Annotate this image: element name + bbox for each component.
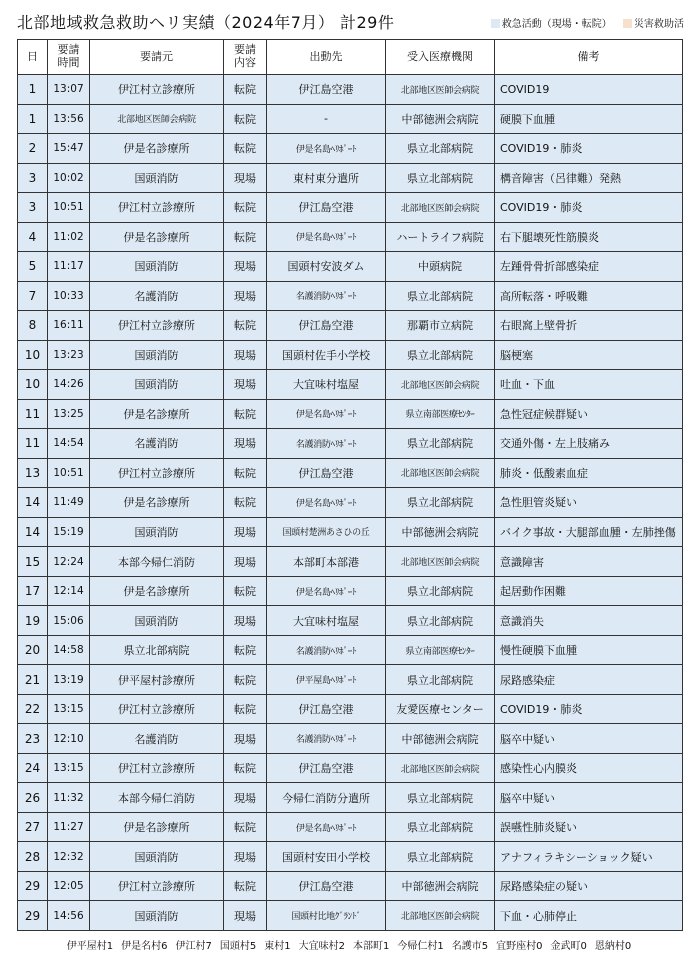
cell-content: 転院 <box>224 311 267 341</box>
cell-content: 現場 <box>224 724 267 754</box>
cell-content: 転院 <box>224 753 267 783</box>
cell-notes: 起居動作困難 <box>495 576 683 606</box>
cell-content: 現場 <box>224 252 267 282</box>
cell-requester: 国頭消防 <box>90 340 224 370</box>
cell-content: 転院 <box>224 193 267 223</box>
cell-content: 転院 <box>224 104 267 134</box>
cell-day: 7 <box>18 281 48 311</box>
cell-time: 14:26 <box>48 370 90 400</box>
cell-notes: 急性胆管炎疑い <box>495 488 683 518</box>
legend-swatch <box>623 19 632 28</box>
cell-requester: 名護消防 <box>90 429 224 459</box>
cell-day: 22 <box>18 694 48 724</box>
cell-notes: アナフィラキシーショック疑い <box>495 842 683 872</box>
cell-hospital: 北部地区医師会病院 <box>386 458 495 488</box>
cell-content: 現場 <box>224 547 267 577</box>
cell-notes: 脳卒中疑い <box>495 783 683 813</box>
cell-hospital: 那覇市立病院 <box>386 311 495 341</box>
cell-content: 転院 <box>224 458 267 488</box>
cell-notes: 下血・心肺停止 <box>495 901 683 931</box>
cell-notes: 硬膜下血腫 <box>495 104 683 134</box>
cell-notes: バイク事故・大腿部血腫・左肺挫傷 <box>495 517 683 547</box>
cell-hospital: 県立北部病院 <box>386 606 495 636</box>
table-row <box>18 576 683 606</box>
cell-time: 11:17 <box>48 252 90 282</box>
header-notes: 備考 <box>495 40 683 75</box>
cell-destination: 伊江島空港 <box>267 753 386 783</box>
cell-destination: 名護消防ﾍﾘﾎﾟｰﾄ <box>267 429 386 459</box>
cell-content: 現場 <box>224 783 267 813</box>
cell-day: 11 <box>18 399 48 429</box>
cell-destination: 伊江島空港 <box>267 311 386 341</box>
municipality-count: 宜野座村0 <box>496 941 543 952</box>
cell-notes: 誤嚥性肺炎疑い <box>495 812 683 842</box>
cell-content: 現場 <box>224 340 267 370</box>
cell-hospital: 北部地区医師会病院 <box>386 753 495 783</box>
header-row <box>18 40 683 75</box>
cell-content: 転院 <box>224 134 267 164</box>
cell-content: 現場 <box>224 606 267 636</box>
table-row <box>18 429 683 459</box>
table-row <box>18 222 683 252</box>
header-time: 要請 時間 <box>48 40 90 75</box>
municipality-count: 今帰仁村1 <box>397 941 444 952</box>
cell-time: 13:15 <box>48 694 90 724</box>
cell-day: 3 <box>18 163 48 193</box>
cell-content: 現場 <box>224 429 267 459</box>
legend-item-emergency <box>491 19 612 30</box>
cell-destination: 伊是名島ﾍﾘﾎﾟｰﾄ <box>267 488 386 518</box>
header-hospital: 受入医療機関 <box>386 40 495 75</box>
cell-requester: 伊是名診療所 <box>90 812 224 842</box>
cell-time: 10:51 <box>48 193 90 223</box>
cell-day: 20 <box>18 635 48 665</box>
municipality-count: 名護市5 <box>451 941 489 952</box>
legend-label: 救急活動（現場・転院） <box>501 19 612 30</box>
table-row <box>18 134 683 164</box>
cell-time: 14:54 <box>48 429 90 459</box>
cell-content: 転院 <box>224 665 267 695</box>
cell-requester: 伊江村立診療所 <box>90 694 224 724</box>
cell-hospital: 県立北部病院 <box>386 812 495 842</box>
cell-destination: 国頭村比地ｸﾞﾗﾝﾄﾞ <box>267 901 386 931</box>
cell-hospital: 県立北部病院 <box>386 163 495 193</box>
table-row <box>18 252 683 282</box>
cell-time: 13:07 <box>48 75 90 105</box>
table-row <box>18 812 683 842</box>
cell-destination: 大宜味村塩屋 <box>267 370 386 400</box>
cell-requester: 国頭消防 <box>90 842 224 872</box>
cell-requester: 伊是名診療所 <box>90 222 224 252</box>
cell-day: 26 <box>18 783 48 813</box>
cell-notes: 感染性心内膜炎 <box>495 753 683 783</box>
cell-destination: 名護消防ﾍﾘﾎﾟｰﾄ <box>267 635 386 665</box>
cell-requester: 伊江村立診療所 <box>90 871 224 901</box>
cell-hospital: 県立北部病院 <box>386 134 495 164</box>
cell-requester: 伊是名診療所 <box>90 134 224 164</box>
cell-time: 16:11 <box>48 311 90 341</box>
cell-requester: 伊江村立診療所 <box>90 311 224 341</box>
cell-hospital: 県立北部病院 <box>386 665 495 695</box>
cell-hospital: 中頭病院 <box>386 252 495 282</box>
cell-day: 4 <box>18 222 48 252</box>
cell-content: 転院 <box>224 222 267 252</box>
cell-hospital: 県立北部病院 <box>386 842 495 872</box>
cell-day: 14 <box>18 517 48 547</box>
cell-notes: COVID19・肺炎 <box>495 134 683 164</box>
header-content: 要請 内容 <box>224 40 267 75</box>
cell-notes: 尿路感染症 <box>495 665 683 695</box>
cell-requester: 伊江村立診療所 <box>90 753 224 783</box>
cell-requester: 国頭消防 <box>90 252 224 282</box>
cell-day: 14 <box>18 488 48 518</box>
cell-destination: 東村東分遣所 <box>267 163 386 193</box>
cell-notes: COVID19 <box>495 75 683 105</box>
cell-hospital: 県立北部病院 <box>386 576 495 606</box>
cell-time: 15:06 <box>48 606 90 636</box>
municipality-count: 国頭村5 <box>219 941 257 952</box>
cell-requester: 伊是名診療所 <box>90 488 224 518</box>
cell-time: 13:15 <box>48 753 90 783</box>
cell-requester: 本部今帰仁消防 <box>90 783 224 813</box>
cell-notes: 意識消失 <box>495 606 683 636</box>
cell-hospital: ハートライフ病院 <box>386 222 495 252</box>
cell-day: 15 <box>18 547 48 577</box>
cell-day: 24 <box>18 753 48 783</box>
municipality-count: 伊江村7 <box>175 941 212 952</box>
cell-time: 13:56 <box>48 104 90 134</box>
cell-notes: 右下腿壊死性筋膜炎 <box>495 222 683 252</box>
cell-destination: 伊江島空港 <box>267 75 386 105</box>
cell-destination: 今帰仁消防分遣所 <box>267 783 386 813</box>
cell-destination: 伊是名島ﾍﾘﾎﾟｰﾄ <box>267 812 386 842</box>
table-row <box>18 635 683 665</box>
legend-item-disaster <box>623 19 684 30</box>
table-row <box>18 547 683 577</box>
table-row <box>18 724 683 754</box>
cell-requester: 県立北部病院 <box>90 635 224 665</box>
table-row <box>18 340 683 370</box>
table-body <box>18 75 683 931</box>
cell-notes: 交通外傷・左上肢痛み <box>495 429 683 459</box>
cell-notes: 左踵骨骨折部感染症 <box>495 252 683 282</box>
cell-time: 10:51 <box>48 458 90 488</box>
cell-day: 28 <box>18 842 48 872</box>
table-row <box>18 311 683 341</box>
municipality-count: 本部町1 <box>353 941 390 952</box>
cell-notes: 吐血・下血 <box>495 370 683 400</box>
cell-content: 現場 <box>224 901 267 931</box>
cell-day: 27 <box>18 812 48 842</box>
cell-hospital: 中部徳洲会病院 <box>386 724 495 754</box>
cell-day: 11 <box>18 429 48 459</box>
cell-hospital: 北部地区医師会病院 <box>386 901 495 931</box>
cell-time: 13:23 <box>48 340 90 370</box>
cell-time: 15:47 <box>48 134 90 164</box>
cell-day: 5 <box>18 252 48 282</box>
cell-day: 29 <box>18 901 48 931</box>
header-requester: 要請元 <box>90 40 224 75</box>
cell-requester: 名護消防 <box>90 281 224 311</box>
cell-destination: 伊江島空港 <box>267 193 386 223</box>
cell-requester: 国頭消防 <box>90 370 224 400</box>
cell-hospital: 中部徳洲会病院 <box>386 871 495 901</box>
table-row <box>18 901 683 931</box>
cell-requester: 国頭消防 <box>90 517 224 547</box>
municipality-count: 大宜味村2 <box>298 941 345 952</box>
cell-notes: 脳卒中疑い <box>495 724 683 754</box>
cell-destination: 国頭村佐手小学校 <box>267 340 386 370</box>
header-destination: 出動先 <box>267 40 386 75</box>
cell-notes: 慢性硬膜下血腫 <box>495 635 683 665</box>
cell-requester: 伊江村立診療所 <box>90 458 224 488</box>
table-row <box>18 193 683 223</box>
cell-day: 29 <box>18 871 48 901</box>
cell-time: 14:56 <box>48 901 90 931</box>
cell-content: 転院 <box>224 812 267 842</box>
table-row <box>18 458 683 488</box>
cell-content: 転院 <box>224 635 267 665</box>
cell-notes: 右眼窩上壁骨折 <box>495 311 683 341</box>
cell-notes: COVID19・肺炎 <box>495 193 683 223</box>
cell-time: 12:24 <box>48 547 90 577</box>
cell-time: 12:14 <box>48 576 90 606</box>
cell-hospital: 中部徳洲会病院 <box>386 517 495 547</box>
cell-hospital: 県立南部医療ｾﾝﾀｰ <box>386 399 495 429</box>
table-row <box>18 871 683 901</box>
cell-hospital: 中部徳洲会病院 <box>386 104 495 134</box>
municipality-count: 東村1 <box>264 941 291 952</box>
cell-hospital: 県立北部病院 <box>386 783 495 813</box>
cell-day: 19 <box>18 606 48 636</box>
cell-content: 現場 <box>224 281 267 311</box>
cell-destination: 国頭村楚洲あさひの丘 <box>267 517 386 547</box>
table-row <box>18 370 683 400</box>
municipality-count: 恩納村0 <box>594 941 632 952</box>
cell-destination: 伊是名島ﾍﾘﾎﾟｰﾄ <box>267 399 386 429</box>
table-row <box>18 517 683 547</box>
cell-hospital: 県立南部医療ｾﾝﾀｰ <box>386 635 495 665</box>
cell-day: 1 <box>18 75 48 105</box>
cell-destination: 本部町本部港 <box>267 547 386 577</box>
cell-destination: 名護消防ﾍﾘﾎﾟｰﾄ <box>267 281 386 311</box>
municipality-count: 伊平屋村1 <box>66 941 114 952</box>
cell-hospital: 北部地区医師会病院 <box>386 547 495 577</box>
cell-requester: 国頭消防 <box>90 163 224 193</box>
cell-day: 8 <box>18 311 48 341</box>
cell-day: 13 <box>18 458 48 488</box>
legend <box>483 15 684 30</box>
cell-requester: 名護消防 <box>90 724 224 754</box>
cell-hospital: 北部地区医師会病院 <box>386 370 495 400</box>
cell-destination: - <box>267 104 386 134</box>
table-row <box>18 488 683 518</box>
cell-hospital: 県立北部病院 <box>386 488 495 518</box>
municipality-count: 伊是名村6 <box>121 941 168 952</box>
cell-destination: 伊是名島ﾍﾘﾎﾟｰﾄ <box>267 576 386 606</box>
table-row <box>18 606 683 636</box>
cell-hospital: 北部地区医師会病院 <box>386 193 495 223</box>
cell-time: 10:02 <box>48 163 90 193</box>
table-row <box>18 399 683 429</box>
table-row <box>18 842 683 872</box>
cell-day: 1 <box>18 104 48 134</box>
page-title: 北部地域救急救助ヘリ実績（2024年7月） 計29件 <box>17 13 395 32</box>
cell-content: 転院 <box>224 871 267 901</box>
cell-content: 転院 <box>224 694 267 724</box>
cell-destination: 伊平屋島ﾍﾘﾎﾟｰﾄ <box>267 665 386 695</box>
cell-requester: 国頭消防 <box>90 606 224 636</box>
cell-time: 11:02 <box>48 222 90 252</box>
header-day: 日 <box>18 40 48 75</box>
cell-requester: 国頭消防 <box>90 901 224 931</box>
cell-time: 13:25 <box>48 399 90 429</box>
table-row <box>18 694 683 724</box>
cell-requester: 伊平屋村診療所 <box>90 665 224 695</box>
cell-requester: 伊是名診療所 <box>90 576 224 606</box>
cell-hospital: 北部地区医師会病院 <box>386 75 495 105</box>
cell-notes: COVID19・肺炎 <box>495 694 683 724</box>
table-row <box>18 753 683 783</box>
cell-content: 現場 <box>224 842 267 872</box>
cell-hospital: 友愛医療センター <box>386 694 495 724</box>
cell-hospital: 県立北部病院 <box>386 340 495 370</box>
cell-day: 3 <box>18 193 48 223</box>
cell-notes: 意識障害 <box>495 547 683 577</box>
cell-notes: 高所転落・呼吸難 <box>495 281 683 311</box>
cell-time: 11:27 <box>48 812 90 842</box>
table-row <box>18 281 683 311</box>
cell-notes: 尿路感染症の疑い <box>495 871 683 901</box>
cell-destination: 伊江島空港 <box>267 871 386 901</box>
cell-hospital: 県立北部病院 <box>386 429 495 459</box>
cell-time: 12:05 <box>48 871 90 901</box>
cell-time: 13:19 <box>48 665 90 695</box>
cell-content: 転院 <box>224 488 267 518</box>
cell-destination: 国頭村安波ダム <box>267 252 386 282</box>
cell-notes: 肺炎・低酸素血症 <box>495 458 683 488</box>
cell-destination: 伊是名島ﾍﾘﾎﾟｰﾄ <box>267 134 386 164</box>
cell-content: 現場 <box>224 163 267 193</box>
cell-destination: 伊是名島ﾍﾘﾎﾟｰﾄ <box>267 222 386 252</box>
cell-time: 15:19 <box>48 517 90 547</box>
table-row <box>18 75 683 105</box>
cell-time: 12:32 <box>48 842 90 872</box>
cell-requester: 北部地区医師会病院 <box>90 104 224 134</box>
legend-swatch <box>491 19 500 28</box>
cell-notes: 構音障害（呂律難）発熱 <box>495 163 683 193</box>
cell-destination: 名護消防ﾍﾘﾎﾟｰﾄ <box>267 724 386 754</box>
cell-time: 11:32 <box>48 783 90 813</box>
table-row <box>18 665 683 695</box>
cell-destination: 伊江島空港 <box>267 694 386 724</box>
table-row <box>18 104 683 134</box>
cell-day: 10 <box>18 370 48 400</box>
cell-content: 現場 <box>224 370 267 400</box>
cell-destination: 国頭村安田小学校 <box>267 842 386 872</box>
cell-requester: 伊江村立診療所 <box>90 75 224 105</box>
cell-day: 23 <box>18 724 48 754</box>
municipality-counts <box>0 937 698 952</box>
table-row <box>18 783 683 813</box>
cell-day: 21 <box>18 665 48 695</box>
cell-notes: 急性冠症候群疑い <box>495 399 683 429</box>
cell-content: 転院 <box>224 75 267 105</box>
cell-day: 10 <box>18 340 48 370</box>
cell-destination: 大宜味村塩屋 <box>267 606 386 636</box>
cell-content: 転院 <box>224 399 267 429</box>
cell-content: 現場 <box>224 517 267 547</box>
cell-day: 17 <box>18 576 48 606</box>
cell-requester: 伊是名診療所 <box>90 399 224 429</box>
cell-time: 10:33 <box>48 281 90 311</box>
cell-day: 2 <box>18 134 48 164</box>
cell-requester: 本部今帰仁消防 <box>90 547 224 577</box>
legend-label: 災害救助活 <box>634 19 684 30</box>
cell-notes: 脳梗塞 <box>495 340 683 370</box>
cell-destination: 伊江島空港 <box>267 458 386 488</box>
cell-time: 11:49 <box>48 488 90 518</box>
records-table <box>17 39 683 931</box>
cell-time: 14:58 <box>48 635 90 665</box>
cell-hospital: 県立北部病院 <box>386 281 495 311</box>
table-row <box>18 163 683 193</box>
cell-requester: 伊江村立診療所 <box>90 193 224 223</box>
cell-time: 12:10 <box>48 724 90 754</box>
municipality-count: 金武町0 <box>550 941 587 952</box>
cell-content: 転院 <box>224 576 267 606</box>
